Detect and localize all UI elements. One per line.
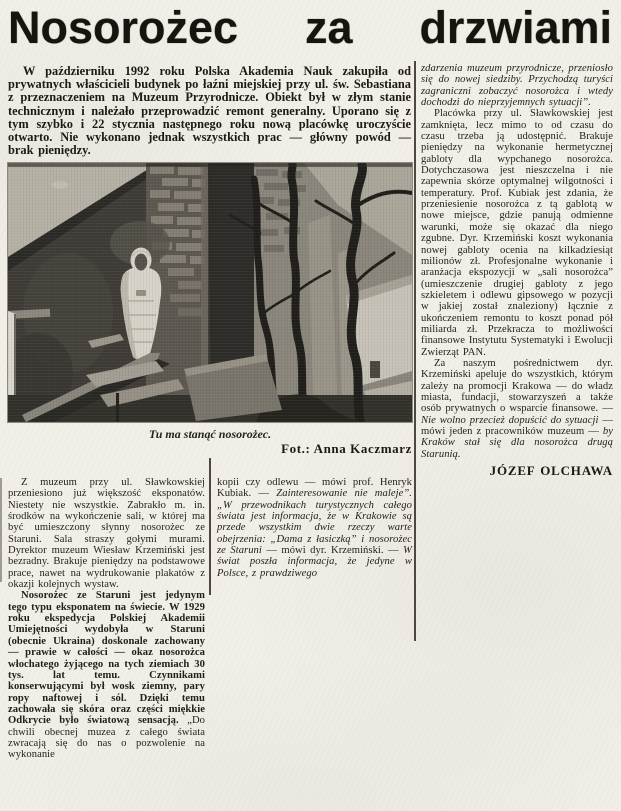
apel-attrib: — mówi jeden z pracowników muzeum — xyxy=(421,414,613,437)
byline: JÓZEF OLCHAWA xyxy=(489,463,613,479)
paragraph-starunia-quote: „Do chwili obecnej muzea z całego świata zwracają się do nas o pozwolenie na wykonanie xyxy=(8,715,205,761)
photo-credit: Fot.: Anna Kaczmarz xyxy=(281,441,412,456)
paragraph-apel xyxy=(421,358,613,460)
krzeminski-quote: W świat poszła informacja, że jedyne w Polsce, z prawdziwego xyxy=(217,545,412,579)
paragraph-quote-continued xyxy=(421,63,613,108)
apel-quote-2: by Kraków stał się dla nosorożca drugą Starunią. xyxy=(421,426,613,460)
photo-caption: Tu ma stanąć nosorożec. xyxy=(148,427,272,441)
paragraph-starunia-bold: Nosorożec ze Staruni jest jedynym tego typu eksponatem na świecie. W 1929 roku ekspedycja Polskiej Akademii Umiejętności wydobyła w Staruni (obecnie Ukraina) doskonale zachowany — prawie w całości — okaz nosorożca włochatego żyjącego na tych ziemiach 30 tys. lat temu. Czynnikami konserwującymi był wosk ziemny, pary ropy naftowej i sól. Dzięki temu zachowała się skóra oraz części miękkie Odkrycie było światową sensacją. xyxy=(8,590,205,727)
column-right xyxy=(421,63,613,479)
scan-artifact xyxy=(0,478,2,582)
apel-quote-1: Nie wolno przecież dopuścić do sytuacji xyxy=(421,414,599,426)
article-photo xyxy=(8,163,412,422)
lead-paragraph: W październiku 1992 roku Polska Akademia Nauk zakupiła od prywatnych właścicieli budynek po łaźni miejskiej przy ul. św. Sebastiana z przeznaczeniem na Muzeum Przyrodnicze. Obiekt był w złym stanie technicznym i należało przeprowadzić remont generalny. Uporano się z tym szybko i 22 stycznia następnego roku nową placówkę uroczyście otwarto. Nie wykonano jednak wszystkich prac — główny powód — brak pieniędzy. xyxy=(8,64,411,158)
apel-intro: Za naszym pośrednictwem dyr. Krzemiński apeluje do wszystkich, którym zależy na promocji Krakowa — do władz miasta, fundacji, stowarzyszeń a także osób prywatnych o wsparcie finansowe. — xyxy=(421,357,613,415)
column-middle xyxy=(217,477,412,579)
krzeminski-attrib: — mówi dyr. Krzemiński. — xyxy=(266,545,404,557)
paragraph-kubiak xyxy=(217,477,412,579)
kubiak-quote: Zainteresowanie nie maleje”. „W przewodnikach turystycznych całego świata jest informacja, że w Krakowie są przede wszystkim dwie rzeczy warte obejrzenia: „Dama z łasiczką” i nosorożec ze Staruni xyxy=(217,488,412,557)
kubiak-speech-intro: kopii czy odlewu — mówi prof. Henryk Kubiak. — xyxy=(217,477,412,500)
quote-continued-text: zdarzenia muzeum przyrodnicze, przeniosło się do nowej siedziby. Przychodzą turyści zagraniczni zobaczyć nosorożca i wtedy dochodzi do nieprzyjemnych sytuacji”. xyxy=(421,63,613,109)
article-headline: Nosorożec za drzwiami xyxy=(8,2,612,53)
column-divider-left-middle xyxy=(209,458,211,595)
column-divider-middle-right xyxy=(414,61,416,641)
paragraph-gablota: Placówka przy ul. Sławkowskiej jest zamknięta, lecz mimo to od czasu do czasu trzeba ją udostępnić. Brakuje pieniędzy na wykonanie hermetycznej gabloty dla wypchanego nosorożca. Dotychczasowa jest nieszczelna i nie zapewnia skórze optymalnej wilgotności i temperatury. Prof. Kubiak jest zdania, że przeniesienie nosorożca z tą gablotą w nowe miejsce, gdzie panują odmienne warunki, może się okazać dla niego zgubne. Dyr. Krzemiński koszt wykonania nowej gabloty ocenia na kilkadziesiąt milionów zł. Profesjonalne wykonanie i aranżacja ekspozycji w „sali nosorożca” (umieszczenie drugiej gabloty z jego szkieletem i odlewu gipsowego w pozycji w jakiej został znaleziony) łącznie z ukończeniem remontu to koszt ponad pół miliarda zł. Przekracza to możliwości finansowe Instytutu Systematyki i Ewolucji Zwierząt PAN. xyxy=(421,108,613,358)
paragraph-exhibits: Z muzeum przy ul. Sławkowskiej przeniesiono już większość eksponatów. Niestety nie wszystkie. Zabrakło m. in. środków na wykończenie sali, w której ma być umieszczony słynny nosorożec ze Staruni. Sala straszy gołymi murami. Dyrektor muzeum Wiesław Krzemiński jest bezradny. Brakuje pieniędzy na podstawowe prace, nawet na wydrukowanie plakatów z okazji kolejnych wystaw. xyxy=(8,477,205,591)
paragraph-starunia xyxy=(8,590,205,760)
photo-illustration xyxy=(8,163,412,422)
column-left xyxy=(8,477,205,761)
